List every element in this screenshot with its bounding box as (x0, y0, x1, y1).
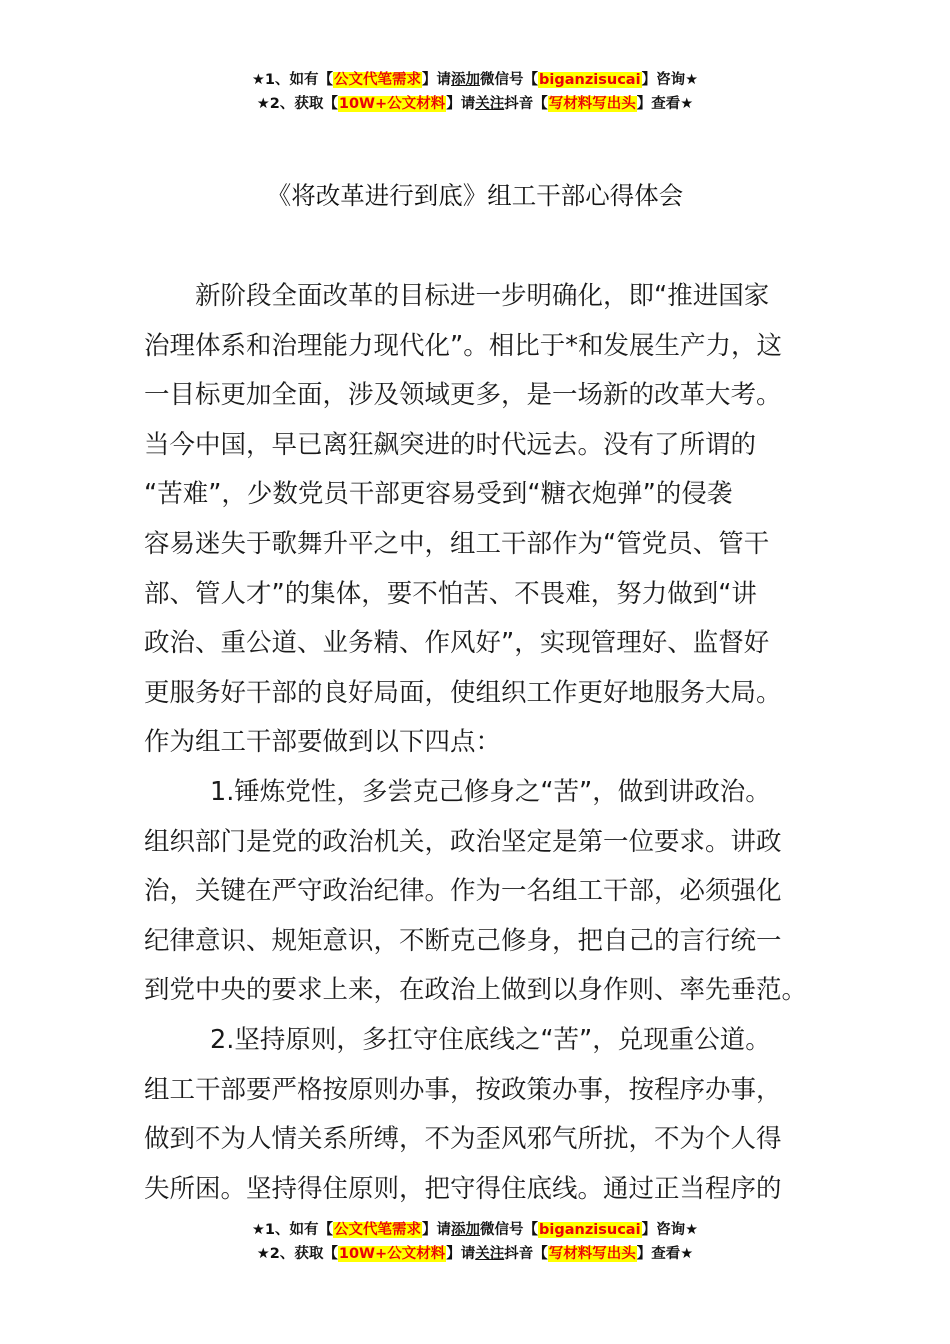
banner-text: ★1、如有【 (251, 72, 334, 88)
banner-text: 】查看★ (636, 96, 694, 112)
banner-highlight: 公文代笔需求 (334, 1222, 422, 1238)
list-item-heading: 1.锤炼党性，多尝克己修身之“苦”，做到讲政治。 (210, 776, 771, 807)
paragraph-line: 治理体系和治理能力现代化”。相比于*和发展生产力，这 (144, 330, 782, 361)
banner-line-2 (0, 1242, 950, 1266)
list-item-heading: 2.坚持原则，多扛守住底线之“苦”，兑现重公道。 (210, 1024, 771, 1055)
banner-text: 微信号【 (480, 72, 539, 88)
banner-highlight: 公文代笔需求 (334, 72, 422, 88)
banner-highlight: 写材料写出头 (548, 96, 636, 112)
banner-text: 】查看★ (636, 1246, 694, 1262)
paragraph-line: 政治、重公道、业务精、作风好”，实现管理好、监督好 (144, 628, 770, 659)
banner-highlight: biganzisucai (539, 72, 641, 88)
banner-text: 】请 (446, 96, 476, 112)
paragraph-line: “苦难”，少数党员干部更容易受到“糖衣炮弹”的侵袭 (144, 479, 733, 510)
header-banner (0, 68, 950, 116)
banner-text: 】咨询★ (641, 72, 699, 88)
paragraph-line: 组工干部要严格按原则办事，按政策办事，按程序办事， (144, 1074, 782, 1105)
paragraph-line: 组织部门是党的政治机关，政治坚定是第一位要求。讲政 (144, 826, 782, 857)
document-title: 《将改革进行到底》组工干部心得体会 (266, 181, 684, 210)
banner-text: ★2、获取【 (256, 96, 338, 112)
banner-line-1 (0, 68, 950, 92)
paragraph-line: 纪律意识、规矩意识，不断克己修身，把自己的言行统一 (144, 925, 782, 956)
paragraph-line: 作为组工干部要做到以下四点： (144, 727, 502, 758)
paragraph-line: 更服务好干部的良好局面，使组织工作更好地服务大局。 (144, 677, 782, 708)
banner-text: 抖音【 (504, 1246, 548, 1262)
banner-underlined: 添加 (451, 72, 481, 88)
paragraph-line: 治，关键在严守政治纪律。作为一名组工干部，必须强化 (144, 876, 782, 907)
banner-highlight: 10W+公文材料 (338, 96, 446, 112)
banner-text: 】请 (422, 1222, 452, 1238)
paragraph-line: 部、管人才”的集体，要不怕苦、不畏难，努力做到“讲 (144, 578, 757, 609)
banner-text: 抖音【 (504, 96, 548, 112)
banner-highlight: 10W+公文材料 (338, 1246, 446, 1262)
banner-text: ★1、如有【 (251, 1222, 334, 1238)
paragraph-line: 容易迷失于歌舞升平之中，组工干部作为“管党员、管干 (144, 528, 770, 559)
banner-underlined: 添加 (451, 1222, 481, 1238)
banner-text: 】请 (422, 72, 452, 88)
paragraph-line: 当今中国，早已离狂飙突进的时代远去。没有了所谓的 (144, 429, 757, 460)
banner-underlined: 关注 (475, 1246, 505, 1262)
paragraph-line: 做到不为人情关系所缚，不为歪风邪气所扰，不为个人得 (144, 1124, 782, 1155)
banner-text: ★2、获取【 (256, 1246, 338, 1262)
banner-line-2 (0, 92, 950, 116)
banner-highlight: biganzisucai (539, 1222, 641, 1238)
banner-text: 】请 (446, 1246, 476, 1262)
banner-highlight: 写材料写出头 (548, 1246, 636, 1262)
paragraph-line: 到党中央的要求上来，在政治上做到以身作则、率先垂范。 (144, 975, 808, 1006)
banner-line-1 (0, 1218, 950, 1242)
banner-underlined: 关注 (475, 96, 505, 112)
document-body (144, 272, 808, 1214)
banner-text: 】咨询★ (641, 1222, 699, 1238)
footer-banner (0, 1218, 950, 1266)
banner-text: 微信号【 (480, 1222, 539, 1238)
paragraph-line: 新阶段全面改革的目标进一步明确化，即“推进国家 (195, 281, 770, 311)
paragraph-line: 失所困。坚持得住原则，把守得住底线。通过正当程序的 (144, 1173, 782, 1204)
paragraph-line: 一目标更加全面，涉及领域更多，是一场新的改革大考。 (144, 380, 782, 411)
